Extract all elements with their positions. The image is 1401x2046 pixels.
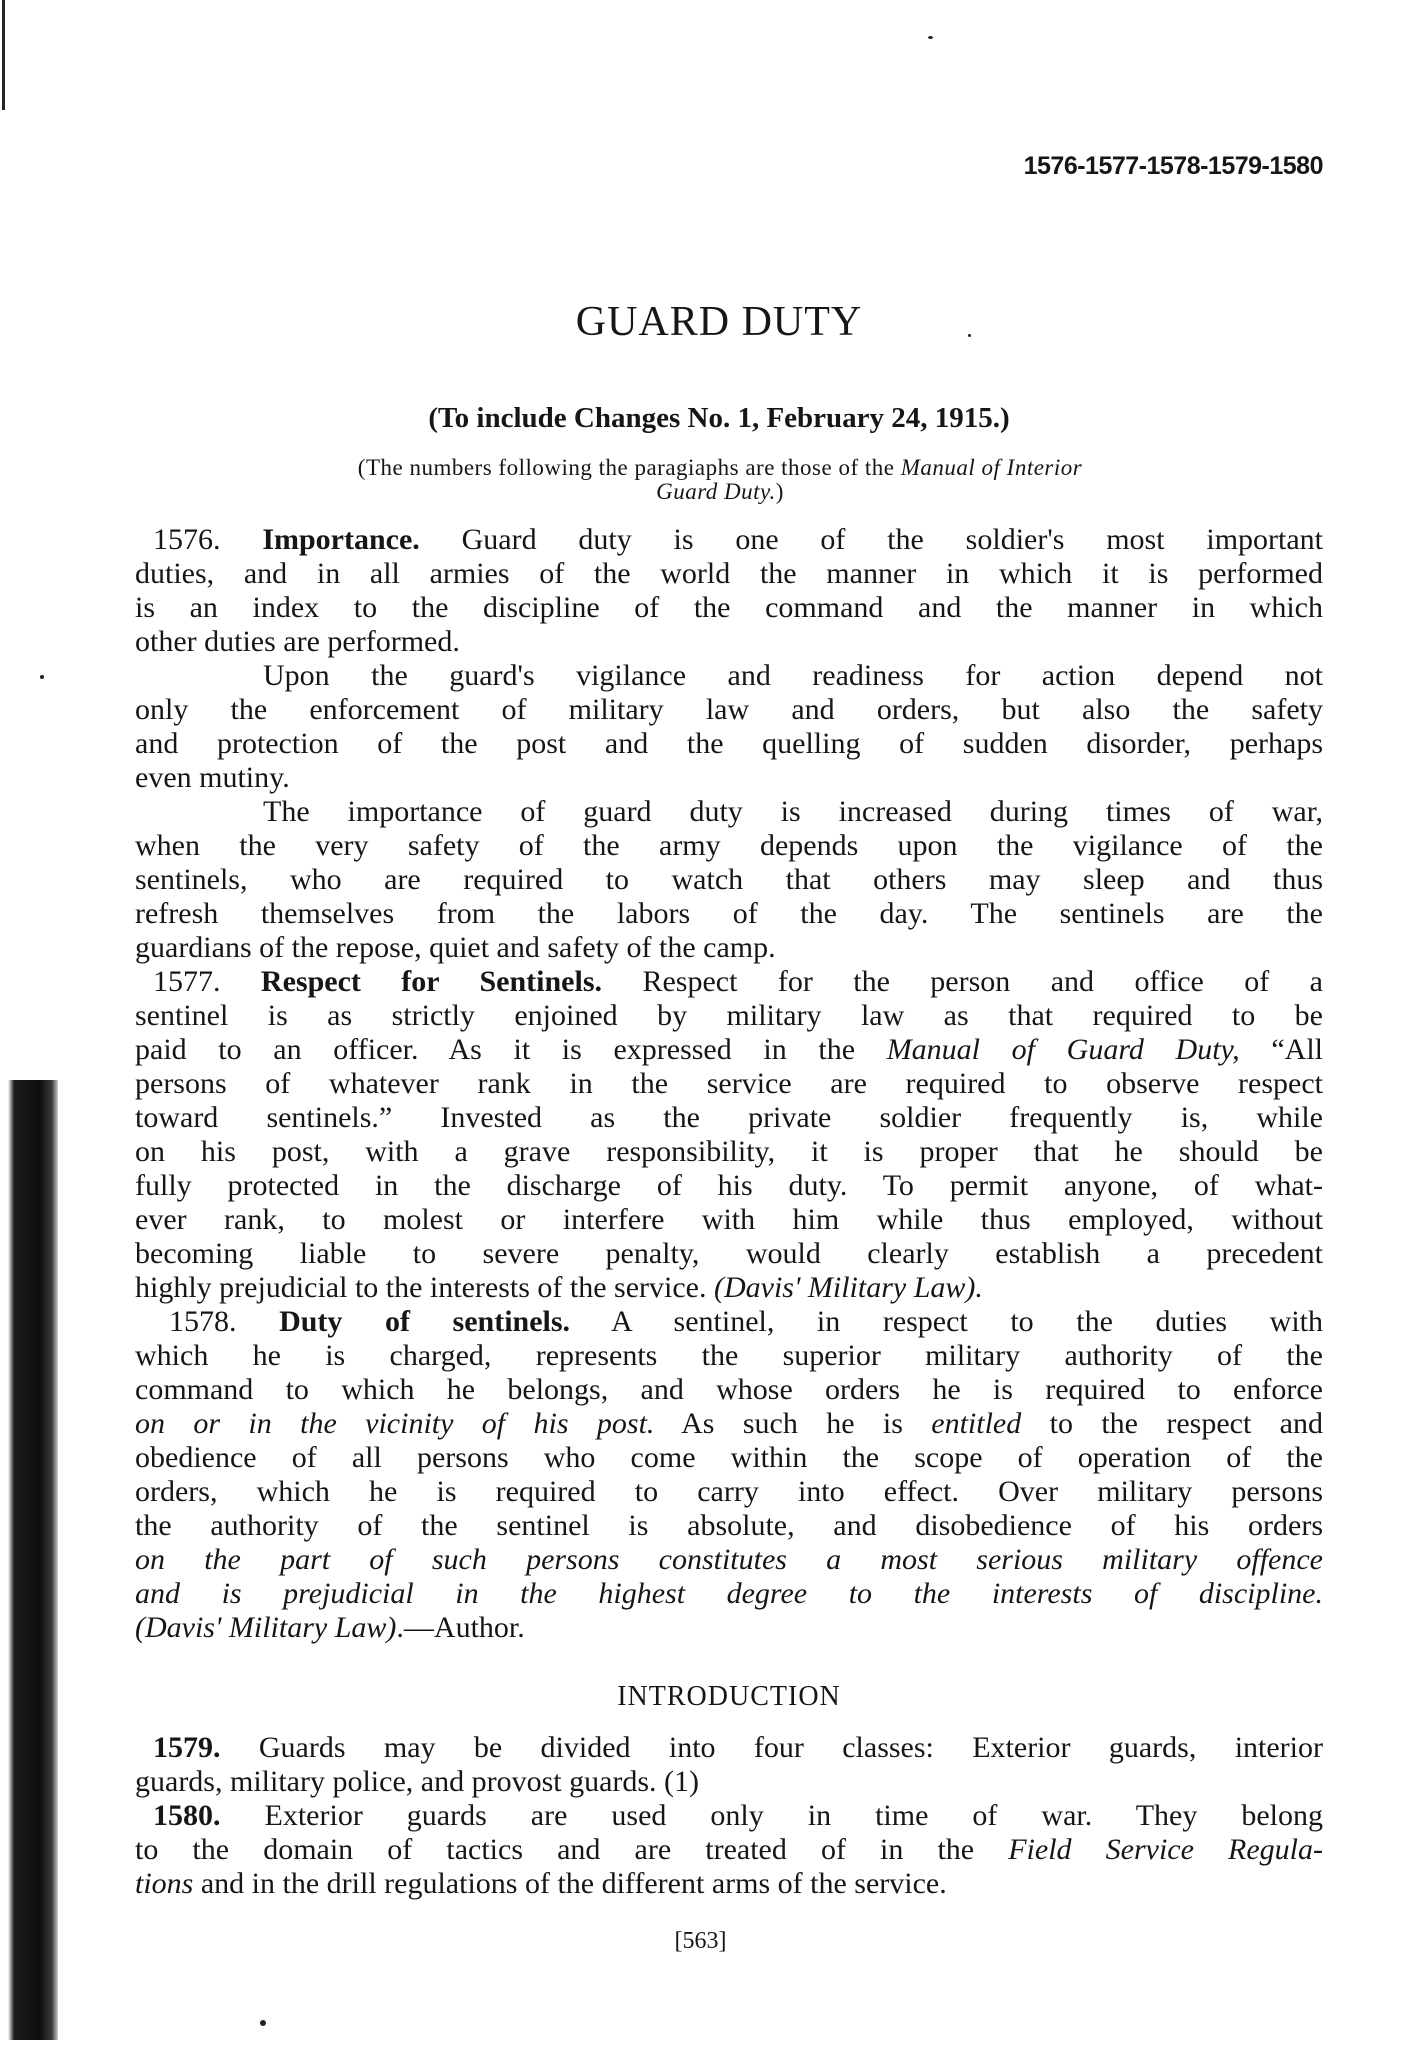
- text-run: Guard duty is one of the soldier's most important: [419, 523, 1324, 556]
- text-run: the authority of the sentinel is absolute, and disobedience of his orders: [135, 1509, 1323, 1542]
- text-line: [135, 1475, 1323, 1509]
- paragraph-heading: Importance.: [262, 523, 420, 556]
- text-run: guardians of the repose, quiet and safety of the camp.: [135, 931, 776, 964]
- italic-text: (Davis' Military Law): [135, 1611, 397, 1644]
- text-line: [135, 1067, 1323, 1101]
- text-line: [135, 1867, 1323, 1901]
- text-run: other duties are performed.: [135, 625, 460, 658]
- text-run: duties, and in all armies of the world the manner in which it is performed: [135, 557, 1323, 590]
- italic-text: tions: [135, 1867, 194, 1900]
- text-run: sentinels, who are required to watch that others may sleep and thus: [135, 863, 1323, 896]
- text-run: persons of whatever rank in the service are required to observe respect: [135, 1067, 1323, 1100]
- body-text-block-2: [135, 1731, 1323, 1901]
- text-line: [135, 1577, 1323, 1611]
- text-run: even mutiny.: [135, 761, 290, 794]
- text-line: [135, 1033, 1323, 1067]
- text-line: [135, 1339, 1323, 1373]
- text-line: [135, 523, 1323, 557]
- editorial-note: [180, 456, 1260, 504]
- text-run: Respect for the person and office of a: [602, 965, 1323, 998]
- text-line: [135, 591, 1323, 625]
- italic-text: on the part of such persons constitutes a most serious military offence: [135, 1543, 1323, 1576]
- text-line: [135, 1509, 1323, 1543]
- page-range-header: 1576-1577-1578-1579-1580: [1023, 152, 1323, 180]
- text-line: [135, 693, 1323, 727]
- section-heading: [135, 1680, 1323, 1714]
- text-run: guards, military police, and provost guards. (1): [135, 1765, 700, 1798]
- text-line: [135, 727, 1323, 761]
- text-run: which he is charged, represents the superior military authority of the: [135, 1339, 1323, 1372]
- scan-speck: [260, 2020, 266, 2026]
- body-text-block-1: [135, 523, 1323, 1645]
- text-run: “All: [1239, 1033, 1323, 1066]
- text-line: [135, 1731, 1323, 1765]
- text-line: [135, 863, 1323, 897]
- text-line: [135, 1441, 1323, 1475]
- text-run: Guards may be divided into four classes: Exterior guards, interior: [258, 1731, 1323, 1764]
- paragraph-heading: 1579.: [153, 1731, 259, 1764]
- text-line: [135, 1203, 1323, 1237]
- text-run: highly prejudicial to the interests of the service.: [135, 1271, 714, 1304]
- text-line: [135, 1373, 1323, 1407]
- text-line: [135, 1169, 1323, 1203]
- text-line: [135, 1799, 1323, 1833]
- text-line: [135, 897, 1323, 931]
- italic-text: Field Service Regula-: [1008, 1833, 1323, 1866]
- text-run: .—Author.: [396, 1611, 525, 1644]
- text-run: As such he is: [654, 1407, 932, 1440]
- text-run: 1578.: [169, 1305, 280, 1338]
- paragraph-heading: 1580.: [153, 1799, 265, 1832]
- text-line: [135, 1101, 1323, 1135]
- text-run: refresh themselves from the labors of the day. The sentinels are the: [135, 897, 1323, 930]
- text-run: and protection of the post and the quelling of sudden disorder, perhaps: [135, 727, 1323, 760]
- text-line: [135, 625, 1323, 659]
- note-close: ): [775, 479, 784, 504]
- italic-text: on or in the vicinity of his post.: [135, 1407, 655, 1440]
- text-line: [135, 659, 1323, 693]
- text-run: toward sentinels.” Invested as the private soldier frequently is, while: [135, 1101, 1323, 1134]
- note-manual-title-cont: Guard Duty.: [656, 479, 776, 504]
- scan-edge-shadow: [0, 1080, 58, 2040]
- scan-speck: [968, 334, 971, 337]
- text-line: [135, 999, 1323, 1033]
- introduction-heading: INTRODUCTION: [617, 1681, 841, 1712]
- text-line: [135, 557, 1323, 591]
- page-number: [563]: [674, 1928, 727, 1954]
- scan-margin-mark: [2, 0, 5, 110]
- italic-text: (Davis' Military Law).: [714, 1271, 983, 1304]
- text-line: [135, 965, 1323, 999]
- text-line: [135, 1765, 1323, 1799]
- page-title: GUARD DUTY: [575, 299, 863, 345]
- text-run: to the respect and: [1021, 1407, 1324, 1440]
- text-run: only the enforcement of military law and orders, but also the safety: [135, 693, 1323, 726]
- scan-speck: [40, 675, 44, 679]
- text-run: Upon the guard's vigilance and readiness for action depend not: [263, 659, 1323, 692]
- italic-text: and is prejudicial in the highest degree to the interests of discipline.: [135, 1577, 1323, 1610]
- text-line: [135, 1237, 1323, 1271]
- text-run: 1577.: [153, 965, 261, 998]
- text-line: [135, 829, 1323, 863]
- text-run: to the domain of tactics and are treated of in the: [135, 1833, 1009, 1866]
- text-run: The importance of guard duty is increased during times of war,: [263, 795, 1323, 828]
- italic-text: Manual of Guard Duty,: [886, 1033, 1240, 1066]
- text-run: obedience of all persons who come within the scope of operation of the: [135, 1441, 1323, 1474]
- text-line: [135, 1611, 1323, 1645]
- scan-speck: [928, 36, 933, 39]
- text-run: and in the drill regulations of the different arms of the service.: [193, 1867, 947, 1900]
- note-text: (The numbers following the paragiaphs are those of the: [357, 455, 901, 480]
- text-line: [135, 1305, 1323, 1339]
- text-line: [135, 931, 1323, 965]
- text-line: [135, 761, 1323, 795]
- text-line: [135, 1271, 1323, 1305]
- text-run: command to which he belongs, and whose orders he is required to enforce: [135, 1373, 1323, 1406]
- subtitle: (To include Changes No. 1, February 24, 1915.): [428, 402, 1010, 434]
- text-run: ever rank, to molest or interfere with him while thus employed, without: [135, 1203, 1323, 1236]
- paragraph-heading: Duty of sentinels.: [279, 1305, 571, 1338]
- text-line: [135, 1833, 1323, 1867]
- text-run: A sentinel, in respect to the duties with: [570, 1305, 1324, 1338]
- text-run: sentinel is as strictly enjoined by military law as that required to be: [135, 999, 1323, 1032]
- text-run: orders, which he is required to carry into effect. Over military persons: [135, 1475, 1323, 1508]
- text-run: paid to an officer. As it is expressed in the: [135, 1033, 887, 1066]
- text-line: [135, 795, 1323, 829]
- text-line: [135, 1407, 1323, 1441]
- text-run: when the very safety of the army depends upon the vigilance of the: [135, 829, 1323, 862]
- paragraph-heading: Respect for Sentinels.: [260, 965, 603, 998]
- text-run: becoming liable to severe penalty, would clearly establish a precedent: [135, 1237, 1323, 1270]
- text-run: Exterior guards are used only in time of war. They belong: [264, 1799, 1324, 1832]
- italic-text: entitled: [931, 1407, 1022, 1440]
- text-run: 1576.: [153, 523, 263, 556]
- text-line: [135, 1543, 1323, 1577]
- text-line: [135, 1135, 1323, 1169]
- text-run: fully protected in the discharge of his duty. To permit anyone, of what-: [135, 1169, 1323, 1202]
- text-run: is an index to the discipline of the command and the manner in which: [135, 591, 1323, 624]
- note-manual-title: Manual of Interior: [900, 455, 1083, 480]
- text-run: on his post, with a grave responsibility, it is proper that he should be: [135, 1135, 1323, 1168]
